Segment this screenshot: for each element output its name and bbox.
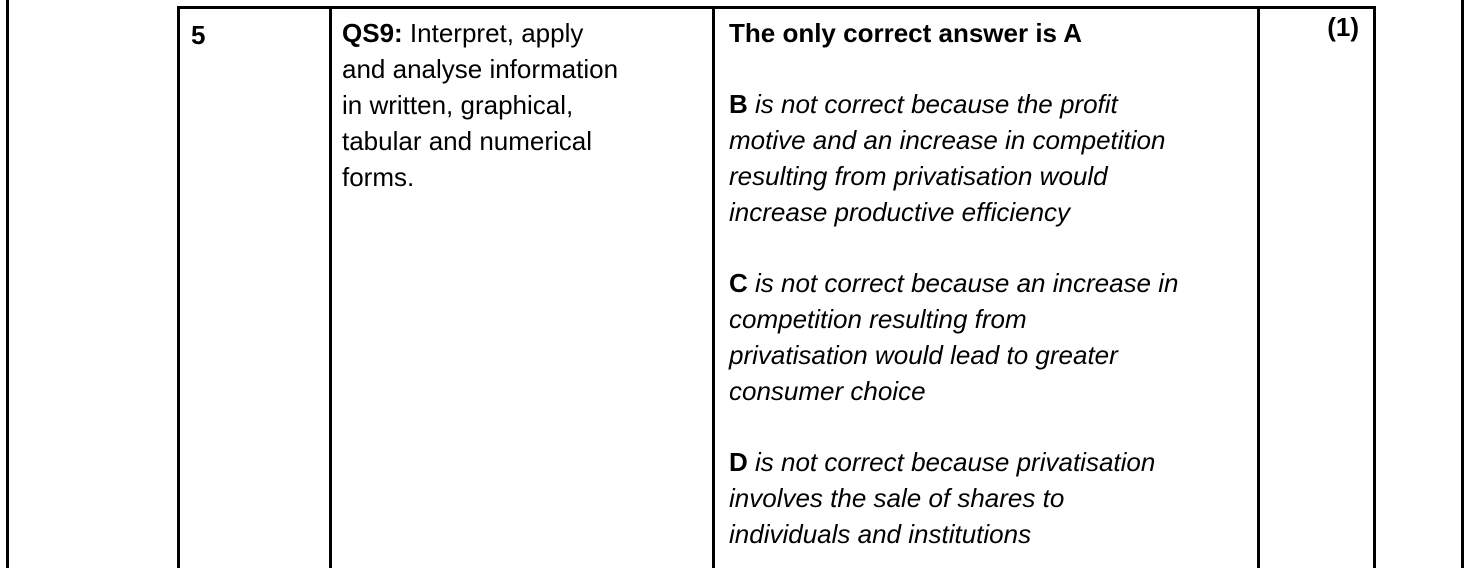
option-text-d: is not correct because privatisation involves the sale of shares to individuals and institutions (729, 447, 1156, 549)
option-explanation-d (729, 444, 1249, 552)
skill-cell (331, 8, 714, 568)
skill-description: Interpret, apply and analyse information in written, graphical, tabular and numerical forms. (342, 18, 619, 192)
option-explanation-b (729, 86, 1249, 230)
page-border-left (6, 0, 9, 568)
table-row (179, 8, 1375, 568)
option-letter-d: D (729, 447, 748, 477)
option-explanation-c (729, 265, 1249, 409)
question-number-cell (179, 8, 331, 568)
mark-cell (1259, 8, 1375, 568)
question-number: 5 (191, 20, 206, 50)
answer-heading: The only correct answer is A (729, 18, 1083, 48)
answer-cell (714, 8, 1259, 568)
option-text-c: is not correct because an increase in competition resulting from privatisation would lead to greater consumer choice (729, 268, 1179, 406)
page-border-right (1461, 0, 1464, 568)
mark-value: (1) (1327, 12, 1359, 42)
mark-scheme-table (177, 6, 1376, 568)
option-text-b: is not correct because the profit motive and an increase in competition resulting from privatisation would increase productive efficiency (729, 89, 1166, 227)
option-letter-c: C (729, 268, 748, 298)
skill-text (342, 15, 704, 195)
option-letter-b: B (729, 89, 748, 119)
skill-code: QS9: (342, 18, 403, 48)
